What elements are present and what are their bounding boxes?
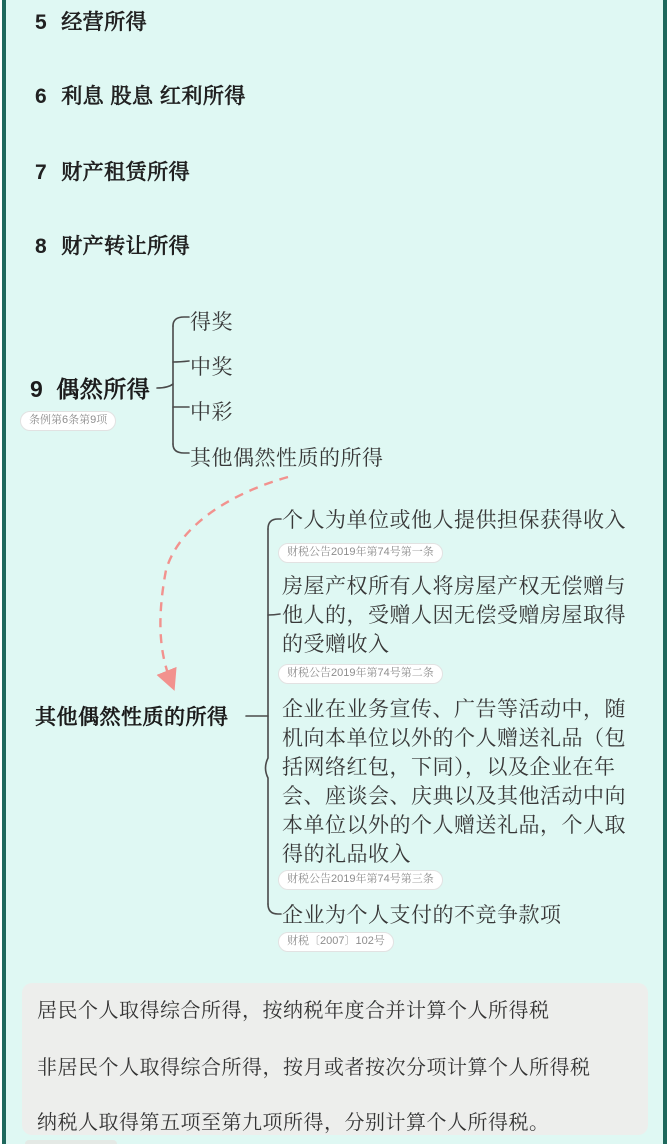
other-incidental-node: 其他偶然性质的所得 xyxy=(35,706,229,729)
left-border-line xyxy=(2,0,6,1144)
law-ref-tag: 条例第6条第9项 xyxy=(20,411,116,431)
item-label: 利息 股息 红利所得 xyxy=(61,85,246,108)
dashed-reference-arrow xyxy=(160,477,288,682)
item-label: 财产转让所得 xyxy=(61,235,191,258)
item-number: 5 xyxy=(35,11,48,34)
detail-item-house-gift: 房屋产权所有人将房屋产权无偿赠与 他人的，受赠人因无偿受赠房屋取得 的受赠收入 xyxy=(282,575,626,656)
node9-bracket xyxy=(157,317,189,453)
summary-line-items-5-9: 纳税人取得第五项至第九项所得，分别计算个人所得税。 xyxy=(37,1112,550,1134)
other-node-bracket xyxy=(246,519,281,914)
branch-label-dejiang: 得奖 xyxy=(190,311,233,334)
item-label: 偶然所得 xyxy=(56,376,151,402)
item-label: 财产租赁所得 xyxy=(61,161,191,184)
branch-label-other-incidental: 其他偶然性质的所得 xyxy=(190,447,384,470)
income-item-8 xyxy=(35,230,190,260)
item-number: 7 xyxy=(35,161,48,184)
income-item-5 xyxy=(35,6,147,36)
income-item-6 xyxy=(35,80,246,110)
income-item-9 xyxy=(30,371,150,404)
detail-item-guarantee: 个人为单位或他人提供担保获得收入 xyxy=(282,509,626,532)
branch-label-zhongcai: 中彩 xyxy=(190,401,233,424)
law-ref-tag: 财税公告2019年第74号第一条 xyxy=(278,543,443,563)
detail-item-noncompete: 企业为个人支付的不竞争款项 xyxy=(282,904,562,927)
detail-item-promo-gift: 企业在业务宣传、广告等活动中，随 机向本单位以外的个人赠送礼品（包 括网络红包，下同），以及企业在年 会、座谈会、庆典以及其他活动中向 本单位以外的个人赠送礼品，个人取 得的礼品收入 xyxy=(282,698,626,866)
item-number: 6 xyxy=(35,85,48,108)
summary-line-resident: 居民个人取得综合所得，按纳税年度合并计算个人所得税 xyxy=(37,1000,550,1022)
law-ref-tag: 财税〔2007〕102号 xyxy=(278,932,394,952)
partial-tag xyxy=(25,1140,117,1144)
income-item-7 xyxy=(35,156,190,186)
item-label: 经营所得 xyxy=(61,11,148,34)
law-ref-tag: 财税公告2019年第74号第三条 xyxy=(278,870,443,890)
branch-label-zhongjiang: 中奖 xyxy=(190,356,233,379)
law-ref-tag: 财税公告2019年第74号第二条 xyxy=(278,664,443,684)
summary-line-nonresident: 非居民个人取得综合所得，按月或者按次分项计算个人所得税 xyxy=(37,1057,591,1079)
item-number: 8 xyxy=(35,235,48,258)
item-number: 9 xyxy=(30,376,44,402)
